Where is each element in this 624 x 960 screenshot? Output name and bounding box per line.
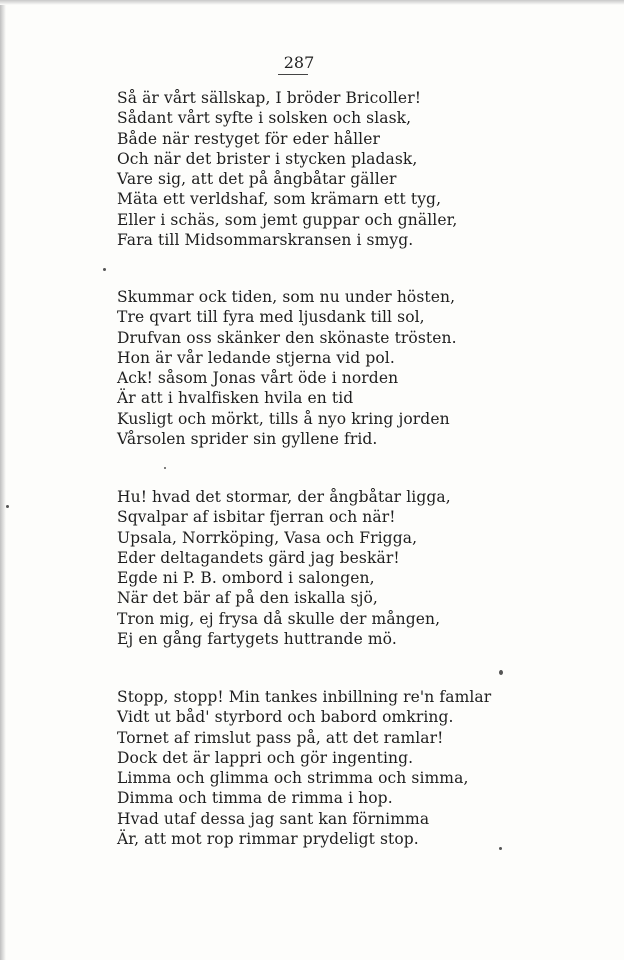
page-top-edge-shadow bbox=[0, 0, 624, 5]
verse-line: Upsala, Norrköping, Vasa och Frigga, bbox=[117, 528, 418, 547]
verse-line: Vare sig, att det på ångbåtar gäller bbox=[117, 170, 397, 189]
verse-line: Hvad utaf dessa jag sant kan förnimma bbox=[117, 809, 430, 828]
verse-line: Tornet af rimslut pass på, att det ramlar! bbox=[117, 728, 444, 747]
verse-line: Eller i schäs, som jemt guppar och gnäller, bbox=[117, 210, 458, 229]
verse-line: Är att i hvalfisken hvila en tid bbox=[117, 389, 354, 408]
stanza-2 bbox=[117, 287, 457, 449]
paper-speck bbox=[6, 505, 9, 508]
verse-line: Fara till Midsommarskransen i smyg. bbox=[117, 231, 414, 250]
verse-line: Dimma och timma de rimma i hop. bbox=[117, 789, 393, 808]
verse-line: Mäta ett verldshaf, som krämarn ett tyg, bbox=[117, 190, 442, 209]
verse-line: Så är vårt sällskap, I bröder Bricoller! bbox=[117, 89, 422, 107]
verse-line: Vidt ut båd' styrbord och babord omkring. bbox=[117, 708, 454, 727]
verse-line: Sådant vårt syfte i solsken och slask, bbox=[117, 109, 412, 128]
verse-line: Är, att mot rop rimmar prydeligt stop. bbox=[117, 830, 419, 849]
verse-line: Kusligt och mörkt, tills å nyo kring jorden bbox=[117, 409, 450, 428]
paper-speck bbox=[499, 670, 503, 675]
paper-speck bbox=[103, 268, 106, 271]
verse-line: Tron mig, ej frysa då skulle der mången, bbox=[117, 609, 441, 628]
verse-line: Eder deltagandets gärd jag beskär! bbox=[117, 548, 400, 567]
verse-line: Ej en gång fartygets huttrande mö. bbox=[117, 630, 397, 649]
verse-line: Drufvan oss skänker den skönaste trösten. bbox=[117, 328, 457, 347]
verse-line: Ack! såsom Jonas vårt öde i norden bbox=[117, 369, 399, 388]
page-number: 287 bbox=[283, 53, 315, 72]
verse-line: Skummar ock tiden, som nu under hösten, bbox=[117, 288, 456, 306]
verse-line: Både när restyget för eder håller bbox=[117, 129, 381, 148]
verse-line: Vårsolen sprider sin gyllene frid. bbox=[117, 430, 378, 449]
paper-speck bbox=[164, 467, 166, 469]
page-number-rule bbox=[278, 74, 308, 75]
verse-line: Och när det brister i stycken pladask, bbox=[117, 149, 418, 168]
verse-line: När det bär af på den iskalla sjö, bbox=[117, 589, 378, 608]
verse-line: Stopp, stopp! Min tankes inbillning re'n famlar bbox=[117, 688, 492, 706]
verse-line: Tre qvart till fyra med ljusdank till sol, bbox=[117, 308, 425, 327]
verse-line: Limma och glimma och strimma och simma, bbox=[117, 769, 469, 788]
verse-line: Egde ni P. B. ombord i salongen, bbox=[117, 569, 375, 588]
verse-line: Dock det är lappri och gör ingenting. bbox=[117, 748, 414, 767]
verse-line: Hon är vår ledande stjerna vid pol. bbox=[117, 348, 395, 367]
stanza-3 bbox=[117, 487, 451, 649]
verse-line: Sqvalpar af isbitar fjerran och när! bbox=[117, 508, 396, 527]
page-left-edge-shadow bbox=[0, 0, 6, 960]
paper-speck bbox=[499, 847, 502, 850]
verse-line: Hu! hvad det stormar, der ångbåtar ligga, bbox=[117, 488, 451, 506]
stanza-1 bbox=[117, 88, 457, 250]
stanza-4 bbox=[117, 687, 491, 849]
